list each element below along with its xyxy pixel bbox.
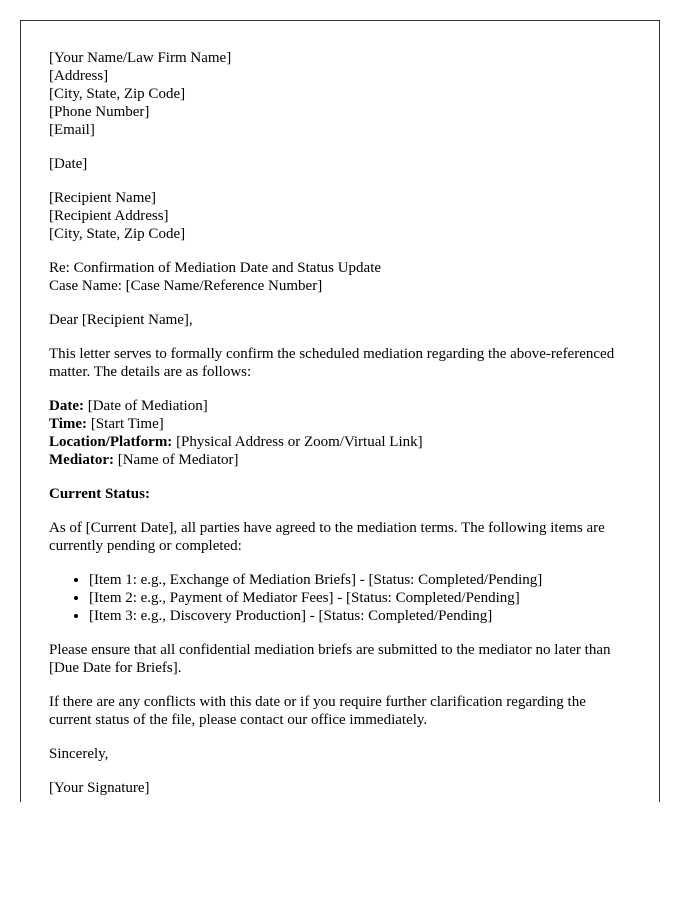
list-item: • [Item 2: e.g., Payment of Mediator Fees] - [Status: Completed/Pending]	[89, 589, 631, 607]
status-heading	[49, 485, 631, 503]
salutation: Dear [Recipient Name],	[49, 312, 193, 328]
recipient-address: [Recipient Address]	[49, 208, 169, 224]
sender-address: [Address]	[49, 68, 109, 84]
closing: Sincerely,	[49, 746, 109, 762]
sender-phone: [Phone Number]	[49, 104, 150, 120]
detail-label-location: Location/Platform:	[49, 434, 173, 450]
recipient-city: [City, State, Zip Code]	[49, 226, 186, 242]
re-line: Re: Confirmation of Mediation Date and Status Update	[49, 260, 382, 276]
subject-block	[49, 259, 631, 295]
briefs-paragraph: Please ensure that all confidential mediation briefs are submitted to the mediator no later than [Due Date for Briefs].	[49, 642, 611, 676]
recipient-block	[49, 189, 631, 243]
status-intro: As of [Current Date], all parties have agreed to the mediation terms. The following items are currently pending or completed:	[49, 520, 605, 554]
signature: [Your Signature]	[49, 780, 150, 796]
list-item: • [Item 1: e.g., Exchange of Mediation Briefs] - [Status: Completed/Pending]	[89, 571, 631, 589]
recipient-name: [Recipient Name]	[49, 190, 157, 206]
case-line: Case Name: [Case Name/Reference Number]	[49, 278, 323, 294]
sender-name: [Your Name/Law Firm Name]	[49, 50, 232, 66]
intro-paragraph: This letter serves to formally confirm the scheduled mediation regarding the above-referenced matter. The details are as follows:	[49, 346, 615, 380]
detail-value-mediator: [Name of Mediator]	[113, 452, 239, 468]
letter-page	[20, 20, 660, 802]
sender-city: [City, State, Zip Code]	[49, 86, 186, 102]
conflicts-paragraph: If there are any conflicts with this date or if you require further clarification regarding the current status of the file, please contact our office immediately.	[49, 694, 586, 728]
sender-block	[49, 49, 631, 139]
list-item: • [Item 3: e.g., Discovery Production] - [Status: Completed/Pending]	[89, 607, 631, 625]
status-heading-text: Current Status:	[49, 486, 150, 502]
letter-date: [Date]	[49, 156, 88, 172]
detail-label-mediator: Mediator:	[49, 452, 114, 468]
status-items-list	[49, 571, 631, 625]
detail-value-location: [Physical Address or Zoom/Virtual Link]	[172, 434, 423, 450]
detail-label-date: Date:	[49, 398, 84, 414]
detail-label-time: Time:	[49, 416, 88, 432]
detail-value-date: [Date of Mediation]	[83, 398, 208, 414]
sender-email: [Email]	[49, 122, 95, 138]
detail-value-time: [Start Time]	[87, 416, 164, 432]
mediation-details	[49, 397, 631, 469]
